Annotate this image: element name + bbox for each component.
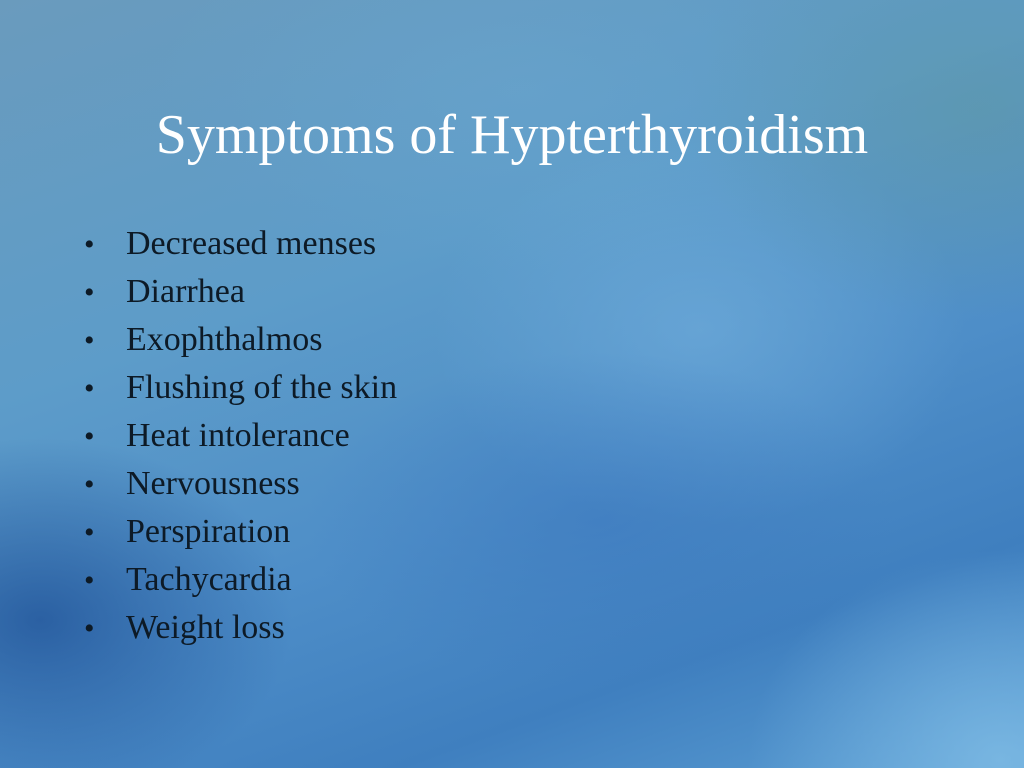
list-item [84, 220, 397, 268]
bullet-icon: • [84, 324, 95, 357]
slide-title: Symptoms of Hypterthyroidism [155, 104, 869, 166]
list-item-text: Perspiration [126, 513, 291, 550]
list-item-text: Heat intolerance [126, 417, 350, 454]
list-item [84, 604, 397, 652]
list-item-text: Diarrhea [126, 273, 245, 310]
list-item-text: Exophthalmos [126, 321, 323, 358]
list-item [84, 556, 397, 604]
bullet-icon: • [84, 516, 95, 549]
bullet-icon: • [84, 564, 95, 597]
bullet-icon: • [84, 276, 95, 309]
list-item [84, 460, 397, 508]
bullet-icon: • [84, 612, 95, 645]
list-item [84, 364, 397, 412]
bullet-list [84, 220, 397, 652]
list-item-text: Nervousness [126, 465, 300, 502]
list-item [84, 508, 397, 556]
bullet-icon: • [84, 372, 95, 405]
list-item-text: Decreased menses [126, 225, 377, 262]
list-item-text: Tachycardia [126, 561, 292, 598]
list-item-text: Flushing of the skin [126, 369, 398, 406]
list-item [84, 412, 397, 460]
bullet-icon: • [84, 420, 95, 453]
list-item-text: Weight loss [126, 609, 285, 646]
bullet-icon: • [84, 228, 95, 261]
bullet-icon: • [84, 468, 95, 501]
list-item [84, 268, 397, 316]
list-item [84, 316, 397, 364]
